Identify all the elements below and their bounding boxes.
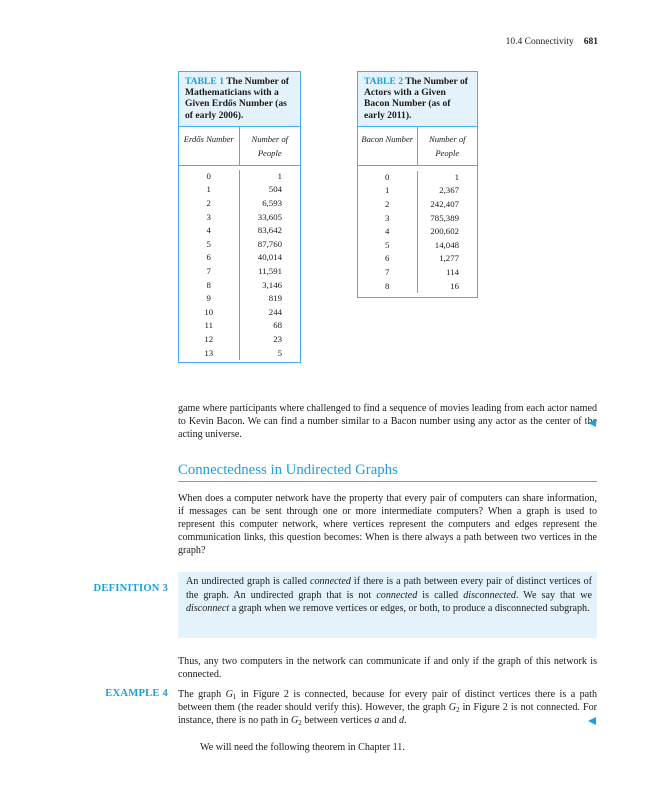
table-cell: 7 <box>206 265 211 276</box>
example-label: EXAMPLE 4 <box>105 688 168 699</box>
table-caption <box>358 72 477 127</box>
table-cell: 1 <box>206 184 211 195</box>
table-cell: 13 <box>204 347 214 358</box>
table-cell: 6 <box>206 252 211 263</box>
triangle-left-icon <box>588 419 596 427</box>
table-cell: 242,407 <box>430 199 459 209</box>
table-caption-text: The Number of Actors with a Given Bacon Number (as of early 2011). <box>364 76 468 121</box>
table-cell: 33,605 <box>257 211 282 222</box>
table-cell: 5 <box>385 239 390 250</box>
table-cell: 83,642 <box>257 225 282 236</box>
example-paragraph <box>178 688 597 727</box>
table-cell: 5 <box>206 238 211 249</box>
table-label: TABLE 2 <box>364 76 404 87</box>
definition-text <box>186 575 592 616</box>
after-definition-text: Thus, any two computers in the network can communicate if and only if the graph of this network is connected. <box>178 656 597 681</box>
table-cell: 1,277 <box>439 253 459 264</box>
definition-text-part: if there is a path between every pair of distinct vertices of the graph. An undirected graph that is not <box>186 576 592 601</box>
column-header-number-of-people: Number of People <box>251 133 289 158</box>
table-cell: 40,014 <box>257 252 282 263</box>
table-cell: 11,591 <box>258 265 282 276</box>
table-cell: 785,389 <box>430 212 459 223</box>
table-cell: 3 <box>385 212 390 223</box>
table-cell: 87,760 <box>257 238 282 249</box>
running-header <box>506 37 598 47</box>
column-bacon-number <box>358 171 418 293</box>
table-cell: 8 <box>206 279 211 290</box>
example-text-part: The graph <box>178 689 226 700</box>
math-g: G <box>448 702 457 714</box>
table-cell: 0 <box>385 171 390 182</box>
section-title: Connectedness in Undirected Graphs <box>178 462 398 478</box>
table-cell: 244 <box>268 306 282 317</box>
table-cell: 3,146 <box>262 279 282 290</box>
definition-text-part: is called <box>417 589 464 601</box>
continued-paragraph <box>178 402 597 441</box>
table-cell: 200,602 <box>430 226 459 237</box>
table-cell: 1 <box>385 185 390 196</box>
column-erdos-number <box>179 170 240 360</box>
subscript-2: 2 <box>298 719 302 728</box>
closing-sentence <box>200 741 597 754</box>
closing-sentence-text: We will need the following theorem in Chapter 11. <box>200 742 405 753</box>
table-cell: 8 <box>385 280 390 291</box>
page-number: 681 <box>583 37 598 47</box>
definition-text-part: a graph when we remove vertices or edges, or both, to produce a disconnected subgraph. <box>229 603 590 615</box>
table-cell: 10 <box>204 306 214 317</box>
subscript-1: 1 <box>232 693 237 701</box>
table-cell: 9 <box>206 293 211 304</box>
math-d: d <box>399 715 405 727</box>
after-definition-paragraph <box>178 655 597 681</box>
table-cell: 114 <box>446 266 459 277</box>
term-connected: connected <box>309 576 351 587</box>
column-header-number-of-people: Number of People <box>428 133 466 158</box>
intro-paragraph-text: When does a computer network have the property that every pair of computers can share information, if messages can be sent through one or more intermediate computers? When a graph is used to represent this computer network, where vertices represent the computers and edges represent the communication links, this question becomes: When is there always a path between two vertices in the graph? <box>178 493 597 557</box>
example-text-part: in Figure 2 is connected, because for every pair of distinct vertices there is a path between them (the reader should verify this). However, the graph <box>178 689 598 714</box>
table-cell: 1 <box>454 171 459 182</box>
continued-paragraph-text: game where participants where challenged to find a sequence of movies leading from each actor named to Kevin Bacon. We can find a number similar to a Bacon number using any actor as the center of the acting universe. <box>178 403 597 441</box>
table-cell: 1 <box>277 170 282 181</box>
column-number-of-people <box>418 171 478 293</box>
table-body <box>358 166 477 297</box>
intro-paragraph <box>178 492 597 557</box>
table-header-row <box>358 127 477 166</box>
table-caption <box>179 72 300 127</box>
subscript-2: 2 <box>456 706 460 715</box>
table-cell: 0 <box>206 170 211 181</box>
example-text-part: between vertices <box>301 715 375 727</box>
table-cell: 7 <box>385 266 390 277</box>
math-g: G <box>290 715 299 727</box>
math-g: G <box>225 689 233 700</box>
example-text-part: . <box>404 715 407 727</box>
table-cell: 4 <box>206 225 211 236</box>
table-cell: 14,048 <box>434 239 459 250</box>
definition-box <box>178 572 597 638</box>
column-number-of-people <box>240 170 301 360</box>
table-cell: 12 <box>204 333 214 344</box>
column-header-bacon-number: Bacon Number <box>358 127 418 165</box>
table-cell: 6 <box>385 253 390 264</box>
table-bacon-numbers <box>357 71 478 298</box>
table-cell: 6,593 <box>262 198 282 208</box>
example-text-part: and <box>379 715 400 727</box>
table-cell: 819 <box>268 293 282 304</box>
math-a: a <box>374 715 380 727</box>
triangle-left-icon <box>588 717 596 725</box>
definition-text-part: An undirected graph is called <box>186 576 310 587</box>
table-cell: 504 <box>268 184 282 195</box>
section-rule <box>178 481 597 482</box>
header-section: 10.4 Connectivity <box>505 37 574 47</box>
table-cell: 2 <box>206 198 211 208</box>
table-caption-text: The Number of Mathematicians with a Given Erdős Number (as of early 2006). <box>185 76 289 121</box>
table-cell: 2 <box>385 199 390 209</box>
table-cell: 23 <box>273 333 282 344</box>
table-cell: 16 <box>450 280 459 291</box>
definition-text-part: . We say that we <box>515 589 592 601</box>
table-erdos-numbers <box>178 71 301 363</box>
table-cell: 11 <box>204 320 213 331</box>
definition-label: DEFINITION 3 <box>93 583 168 594</box>
term-disconnect: disconnect <box>186 603 230 615</box>
column-header-erdos-number: Erdős Number <box>179 127 240 165</box>
table-cell: 5 <box>277 347 282 358</box>
table-body <box>179 166 300 362</box>
example-text-part: in Figure 2 is not connected. For instance, there is no path in <box>178 702 597 727</box>
term-connected: connected <box>376 589 418 601</box>
table-cell: 4 <box>385 226 390 237</box>
table-label: TABLE 1 <box>185 76 225 87</box>
table-cell: 68 <box>273 320 282 331</box>
table-cell: 2,367 <box>439 185 459 196</box>
table-cell: 3 <box>206 211 211 222</box>
term-disconnected: disconnected <box>463 589 516 601</box>
table-header-row <box>179 127 300 166</box>
